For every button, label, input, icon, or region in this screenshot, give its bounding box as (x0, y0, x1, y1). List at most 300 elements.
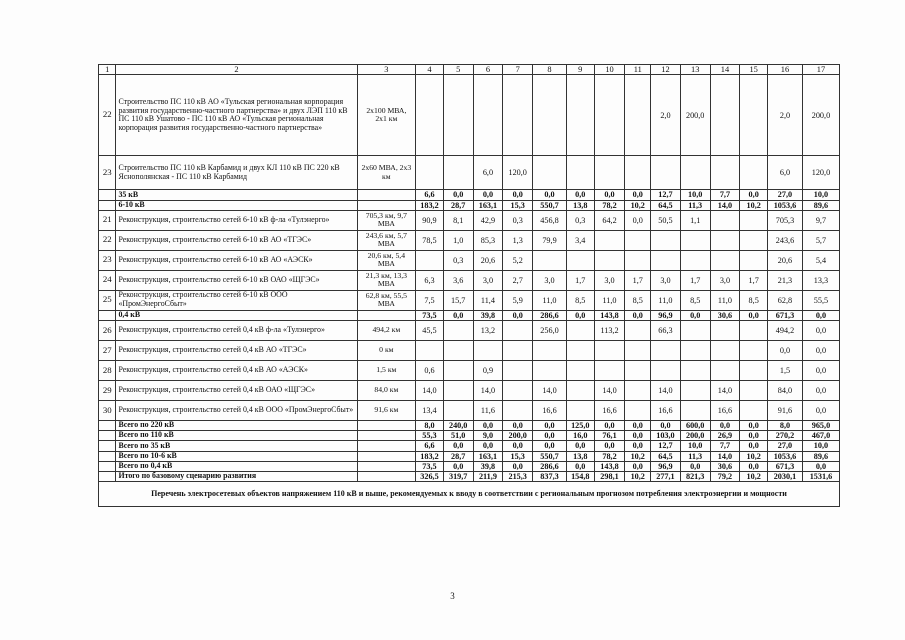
table-row (99, 360, 840, 380)
value-cell (503, 400, 533, 420)
value-cell: 163,1 (473, 451, 503, 461)
row-number: 30 (99, 400, 116, 420)
value-cell: 10,0 (802, 190, 839, 200)
row-number: 22 (99, 75, 116, 156)
value-cell: 0,0 (740, 420, 768, 430)
value-cell: 494,2 (768, 320, 803, 340)
value-cell: 0,3 (503, 210, 533, 230)
blank-cell (357, 310, 416, 320)
value-cell: 0,0 (566, 441, 594, 451)
blank-cell (357, 200, 416, 210)
value-cell (651, 230, 681, 250)
value-cell (680, 230, 710, 250)
value-cell: 671,3 (768, 310, 803, 320)
blank-cell (99, 420, 116, 430)
value-cell: 11,0 (594, 290, 625, 310)
value-cell (740, 230, 768, 250)
row-number: 21 (99, 210, 116, 230)
value-cell: 0,0 (625, 210, 651, 230)
value-cell (416, 156, 444, 190)
value-cell (680, 400, 710, 420)
value-cell: 0,0 (473, 441, 503, 451)
value-cell: 0,0 (625, 431, 651, 441)
table-row (99, 250, 840, 270)
value-cell: 0,0 (768, 340, 803, 360)
row-label: 6-10 кВ (116, 200, 357, 210)
blank-cell (99, 441, 116, 451)
value-cell: 0,6 (416, 360, 444, 380)
table-row (99, 156, 840, 190)
value-cell (416, 75, 444, 156)
value-cell: 14,0 (710, 451, 740, 461)
value-cell: 13,2 (473, 320, 503, 340)
object-parameters: 243,6 км, 5,7 МВА (357, 230, 416, 250)
header-cell: 7 (503, 65, 533, 75)
value-cell: 7,5 (416, 290, 444, 310)
value-cell: 6,6 (416, 441, 444, 451)
value-cell: 78,5 (416, 230, 444, 250)
value-cell: 11,3 (680, 200, 710, 210)
value-cell: 0,0 (651, 420, 681, 430)
value-cell: 0,0 (533, 190, 567, 200)
value-cell: 1053,6 (768, 451, 803, 461)
value-cell: 16,6 (651, 400, 681, 420)
object-parameters: 0 км (357, 340, 416, 360)
value-cell: 0,0 (594, 420, 625, 430)
value-cell: 91,6 (768, 400, 803, 420)
value-cell: 1,0 (443, 230, 473, 250)
value-cell (566, 75, 594, 156)
value-cell: 79,2 (710, 471, 740, 481)
value-cell (443, 380, 473, 400)
value-cell (740, 340, 768, 360)
value-cell (625, 75, 651, 156)
value-cell: 0,0 (740, 431, 768, 441)
value-cell: 326,5 (416, 471, 444, 481)
column-number-row (99, 65, 840, 75)
value-cell: 0,9 (473, 360, 503, 380)
value-cell: 0,0 (443, 310, 473, 320)
value-cell: 73,5 (416, 461, 444, 471)
object-name: Реконструкция, строительство сетей 6-10 кВ ф-ла «Тулэнерго» (116, 210, 357, 230)
value-cell: 5,9 (503, 290, 533, 310)
table-row (99, 380, 840, 400)
value-cell: 96,9 (651, 461, 681, 471)
value-cell: 0,0 (625, 441, 651, 451)
value-cell: 85,3 (473, 230, 503, 250)
value-cell: 13,8 (566, 451, 594, 461)
value-cell: 6,3 (416, 270, 444, 290)
value-cell (710, 230, 740, 250)
value-cell: 277,1 (651, 471, 681, 481)
row-number: 23 (99, 250, 116, 270)
value-cell: 6,6 (416, 190, 444, 200)
value-cell: 0,0 (533, 431, 567, 441)
value-cell: 270,2 (768, 431, 803, 441)
value-cell: 1,1 (680, 210, 710, 230)
voltage-subtotal-row (99, 190, 840, 200)
total-row (99, 461, 840, 471)
table-row (99, 320, 840, 340)
header-cell: 3 (357, 65, 416, 75)
object-parameters: 705,3 км, 9,7 МВА (357, 210, 416, 230)
value-cell: 14,0 (710, 200, 740, 210)
value-cell: 50,5 (651, 210, 681, 230)
value-cell: 0,0 (740, 441, 768, 451)
value-cell: 28,7 (443, 200, 473, 210)
value-cell: 11,0 (651, 290, 681, 310)
value-cell: 96,9 (651, 310, 681, 320)
header-cell: 11 (625, 65, 651, 75)
value-cell: 0,0 (802, 360, 839, 380)
value-cell (443, 156, 473, 190)
value-cell: 11,0 (710, 290, 740, 310)
value-cell: 10,2 (740, 451, 768, 461)
value-cell: 0,0 (533, 441, 567, 451)
value-cell: 143,8 (594, 310, 625, 320)
value-cell: 0,0 (503, 461, 533, 471)
row-number: 23 (99, 156, 116, 190)
row-label: Всего по 10-6 кВ (116, 451, 357, 461)
value-cell (594, 230, 625, 250)
value-cell: 298,1 (594, 471, 625, 481)
value-cell: 13,3 (802, 270, 839, 290)
value-cell: 550,7 (533, 451, 567, 461)
value-cell: 821,3 (680, 471, 710, 481)
value-cell: 13,4 (416, 400, 444, 420)
value-cell: 8,5 (566, 290, 594, 310)
value-cell (443, 320, 473, 340)
value-cell: 10,2 (625, 471, 651, 481)
total-row (99, 471, 840, 481)
value-cell: 64,2 (594, 210, 625, 230)
value-cell (710, 250, 740, 270)
object-parameters: 20,6 км, 5,4 МВА (357, 250, 416, 270)
value-cell: 55,3 (416, 431, 444, 441)
value-cell: 0,0 (533, 420, 567, 430)
value-cell (625, 360, 651, 380)
value-cell: 14,0 (533, 380, 567, 400)
total-row (99, 451, 840, 461)
row-label: Всего по 35 кВ (116, 441, 357, 451)
value-cell: 16,6 (710, 400, 740, 420)
object-name: Реконструкция, строительство сетей 6-10 кВ ОАО «ЩГЭС» (116, 270, 357, 290)
value-cell: 5,4 (802, 250, 839, 270)
value-cell (503, 75, 533, 156)
value-cell (533, 75, 567, 156)
blank-cell (99, 461, 116, 471)
value-cell: 3,4 (566, 230, 594, 250)
value-cell: 456,8 (533, 210, 567, 230)
row-number: 27 (99, 340, 116, 360)
value-cell (710, 360, 740, 380)
row-number: 25 (99, 290, 116, 310)
value-cell: 10,0 (680, 190, 710, 200)
total-row (99, 441, 840, 451)
object-name: Реконструкция, строительство сетей 6-10 кВ АО «ТГЭС» (116, 230, 357, 250)
value-cell: 14,0 (473, 380, 503, 400)
value-cell: 78,2 (594, 451, 625, 461)
value-cell: 11,3 (680, 451, 710, 461)
object-parameters: 84,0 км (357, 380, 416, 400)
value-cell: 319,7 (443, 471, 473, 481)
value-cell: 0,0 (566, 190, 594, 200)
value-cell: 0,0 (802, 310, 839, 320)
object-name: Реконструкция, строительство сетей 0,4 кВ АО «АЭСК» (116, 360, 357, 380)
value-cell: 1531,6 (802, 471, 839, 481)
value-cell (625, 340, 651, 360)
value-cell: 14,0 (416, 380, 444, 400)
value-cell: 15,3 (503, 200, 533, 210)
value-cell (566, 320, 594, 340)
value-cell: 8,1 (443, 210, 473, 230)
value-cell: 600,0 (680, 420, 710, 430)
blank-cell (99, 190, 116, 200)
total-row (99, 431, 840, 441)
value-cell: 15,3 (503, 451, 533, 461)
value-cell: 3,0 (710, 270, 740, 290)
row-label: 35 кВ (116, 190, 357, 200)
value-cell (680, 380, 710, 400)
blank-cell (99, 451, 116, 461)
value-cell: 120,0 (802, 156, 839, 190)
value-cell (740, 360, 768, 380)
object-name: Строительство ПС 110 кВ АО «Тульская региональная корпорация развития государственно-частного партнерства» и двух ЛЭП 110 кВ ПС 110 кВ Ушатово - ПС 110 кВ АО «Тульская региональная корпорация развития государственно-частного партнерства» (116, 75, 357, 156)
value-cell: 84,0 (768, 380, 803, 400)
value-cell: 30,6 (710, 461, 740, 471)
value-cell: 15,7 (443, 290, 473, 310)
value-cell: 64,5 (651, 200, 681, 210)
value-cell (443, 340, 473, 360)
value-cell (625, 230, 651, 250)
value-cell: 2,0 (651, 75, 681, 156)
value-cell: 2,0 (768, 75, 803, 156)
value-cell: 39,8 (473, 310, 503, 320)
value-cell: 10,2 (740, 471, 768, 481)
value-cell (533, 340, 567, 360)
value-cell: 0,0 (740, 461, 768, 471)
value-cell (416, 250, 444, 270)
value-cell: 55,5 (802, 290, 839, 310)
header-cell: 4 (416, 65, 444, 75)
value-cell (740, 250, 768, 270)
value-cell: 27,0 (768, 441, 803, 451)
header-cell: 17 (802, 65, 839, 75)
object-parameters: 91,6 км (357, 400, 416, 420)
value-cell: 467,0 (802, 431, 839, 441)
value-cell: 0,0 (802, 461, 839, 471)
value-cell: 163,1 (473, 200, 503, 210)
value-cell: 42,9 (473, 210, 503, 230)
value-cell: 200,0 (503, 431, 533, 441)
value-cell (710, 156, 740, 190)
row-number: 29 (99, 380, 116, 400)
value-cell: 1,7 (680, 270, 710, 290)
value-cell (651, 250, 681, 270)
row-label: Всего по 0,4 кВ (116, 461, 357, 471)
value-cell: 12,7 (651, 190, 681, 200)
value-cell (503, 340, 533, 360)
value-cell: 10,0 (802, 441, 839, 451)
value-cell: 78,2 (594, 200, 625, 210)
value-cell: 1053,6 (768, 200, 803, 210)
value-cell: 8,0 (768, 420, 803, 430)
value-cell: 0,0 (625, 310, 651, 320)
value-cell: 243,6 (768, 230, 803, 250)
value-cell: 0,0 (566, 310, 594, 320)
value-cell: 2,7 (503, 270, 533, 290)
value-cell (533, 250, 567, 270)
value-cell: 7,7 (710, 441, 740, 451)
value-cell (710, 75, 740, 156)
value-cell (503, 380, 533, 400)
value-cell: 671,3 (768, 461, 803, 471)
value-cell (740, 156, 768, 190)
value-cell (680, 156, 710, 190)
value-cell: 21,3 (768, 270, 803, 290)
value-cell: 240,0 (443, 420, 473, 430)
object-name: Строительство ПС 110 кВ Карбамид и двух КЛ 110 кВ ПС 220 кВ Яснополянская - ПС 110 кВ Карбамид (116, 156, 357, 190)
object-name: Реконструкция, строительство сетей 6-10 кВ АО «АЭСК» (116, 250, 357, 270)
value-cell: 125,0 (566, 420, 594, 430)
investment-table (98, 64, 840, 507)
value-cell (533, 156, 567, 190)
value-cell: 3,0 (651, 270, 681, 290)
value-cell: 5,2 (503, 250, 533, 270)
value-cell (625, 400, 651, 420)
value-cell: 0,0 (802, 320, 839, 340)
value-cell: 73,5 (416, 310, 444, 320)
value-cell: 0,0 (594, 190, 625, 200)
value-cell: 9,7 (802, 210, 839, 230)
blank-cell (357, 461, 416, 471)
value-cell: 51,0 (443, 431, 473, 441)
value-cell (503, 320, 533, 340)
value-cell: 39,8 (473, 461, 503, 471)
header-cell: 14 (710, 65, 740, 75)
value-cell (625, 156, 651, 190)
value-cell: 0,3 (566, 210, 594, 230)
table-row (99, 290, 840, 310)
value-cell: 0,0 (503, 310, 533, 320)
value-cell (740, 210, 768, 230)
blank-cell (357, 431, 416, 441)
table-row (99, 210, 840, 230)
value-cell: 14,0 (710, 380, 740, 400)
value-cell (651, 340, 681, 360)
value-cell: 0,0 (443, 190, 473, 200)
value-cell: 16,6 (533, 400, 567, 420)
value-cell: 6,0 (768, 156, 803, 190)
value-cell (594, 75, 625, 156)
value-cell (566, 400, 594, 420)
value-cell: 3,0 (533, 270, 567, 290)
value-cell: 120,0 (503, 156, 533, 190)
value-cell: 286,6 (533, 461, 567, 471)
blank-cell (357, 420, 416, 430)
value-cell: 143,8 (594, 461, 625, 471)
object-name: Реконструкция, строительство сетей 6-10 кВ ООО «ПромЭнергоСбыт» (116, 290, 357, 310)
value-cell (651, 156, 681, 190)
header-cell: 1 (99, 65, 116, 75)
value-cell: 5,7 (802, 230, 839, 250)
table-caption-row (99, 482, 840, 507)
value-cell: 0,0 (625, 420, 651, 430)
value-cell: 13,8 (566, 200, 594, 210)
value-cell: 14,0 (594, 380, 625, 400)
blank-cell (357, 190, 416, 200)
value-cell: 16,6 (594, 400, 625, 420)
header-cell: 5 (443, 65, 473, 75)
value-cell (566, 380, 594, 400)
value-cell: 550,7 (533, 200, 567, 210)
value-cell: 79,9 (533, 230, 567, 250)
row-number: 28 (99, 360, 116, 380)
value-cell: 200,0 (680, 431, 710, 441)
value-cell (473, 75, 503, 156)
value-cell (680, 360, 710, 380)
table-row (99, 270, 840, 290)
row-number: 22 (99, 230, 116, 250)
value-cell: 183,2 (416, 451, 444, 461)
blank-cell (357, 451, 416, 461)
blank-cell (99, 310, 116, 320)
value-cell: 0,0 (625, 190, 651, 200)
table-row (99, 230, 840, 250)
value-cell: 0,0 (802, 400, 839, 420)
value-cell: 0,0 (802, 380, 839, 400)
value-cell: 45,5 (416, 320, 444, 340)
value-cell: 3,0 (473, 270, 503, 290)
value-cell: 0,0 (625, 461, 651, 471)
value-cell: 0,0 (503, 441, 533, 451)
object-name: Реконструкция, строительство сетей 0,4 кВ АО «ТГЭС» (116, 340, 357, 360)
header-cell: 13 (680, 65, 710, 75)
value-cell: 154,8 (566, 471, 594, 481)
value-cell (566, 250, 594, 270)
header-cell: 12 (651, 65, 681, 75)
value-cell: 10,0 (680, 441, 710, 451)
value-cell: 0,0 (802, 340, 839, 360)
header-cell: 9 (566, 65, 594, 75)
value-cell: 3,6 (443, 270, 473, 290)
value-cell: 11,0 (533, 290, 567, 310)
value-cell: 10,2 (625, 200, 651, 210)
value-cell: 0,0 (740, 310, 768, 320)
total-row (99, 420, 840, 430)
value-cell: 1,3 (503, 230, 533, 250)
value-cell (740, 75, 768, 156)
value-cell (625, 320, 651, 340)
value-cell (566, 340, 594, 360)
value-cell (533, 360, 567, 380)
value-cell (594, 360, 625, 380)
value-cell: 66,3 (651, 320, 681, 340)
value-cell (566, 360, 594, 380)
value-cell: 62,8 (768, 290, 803, 310)
value-cell (594, 340, 625, 360)
value-cell (740, 400, 768, 420)
value-cell: 0,0 (740, 190, 768, 200)
header-cell: 10 (594, 65, 625, 75)
object-parameters: 62,8 км, 55,5 МВА (357, 290, 416, 310)
value-cell: 0,0 (443, 441, 473, 451)
value-cell: 11,4 (473, 290, 503, 310)
value-cell: 0,0 (680, 461, 710, 471)
value-cell: 1,7 (566, 270, 594, 290)
object-parameters: 21,3 км, 13,3 МВА (357, 270, 416, 290)
value-cell: 0,0 (503, 420, 533, 430)
